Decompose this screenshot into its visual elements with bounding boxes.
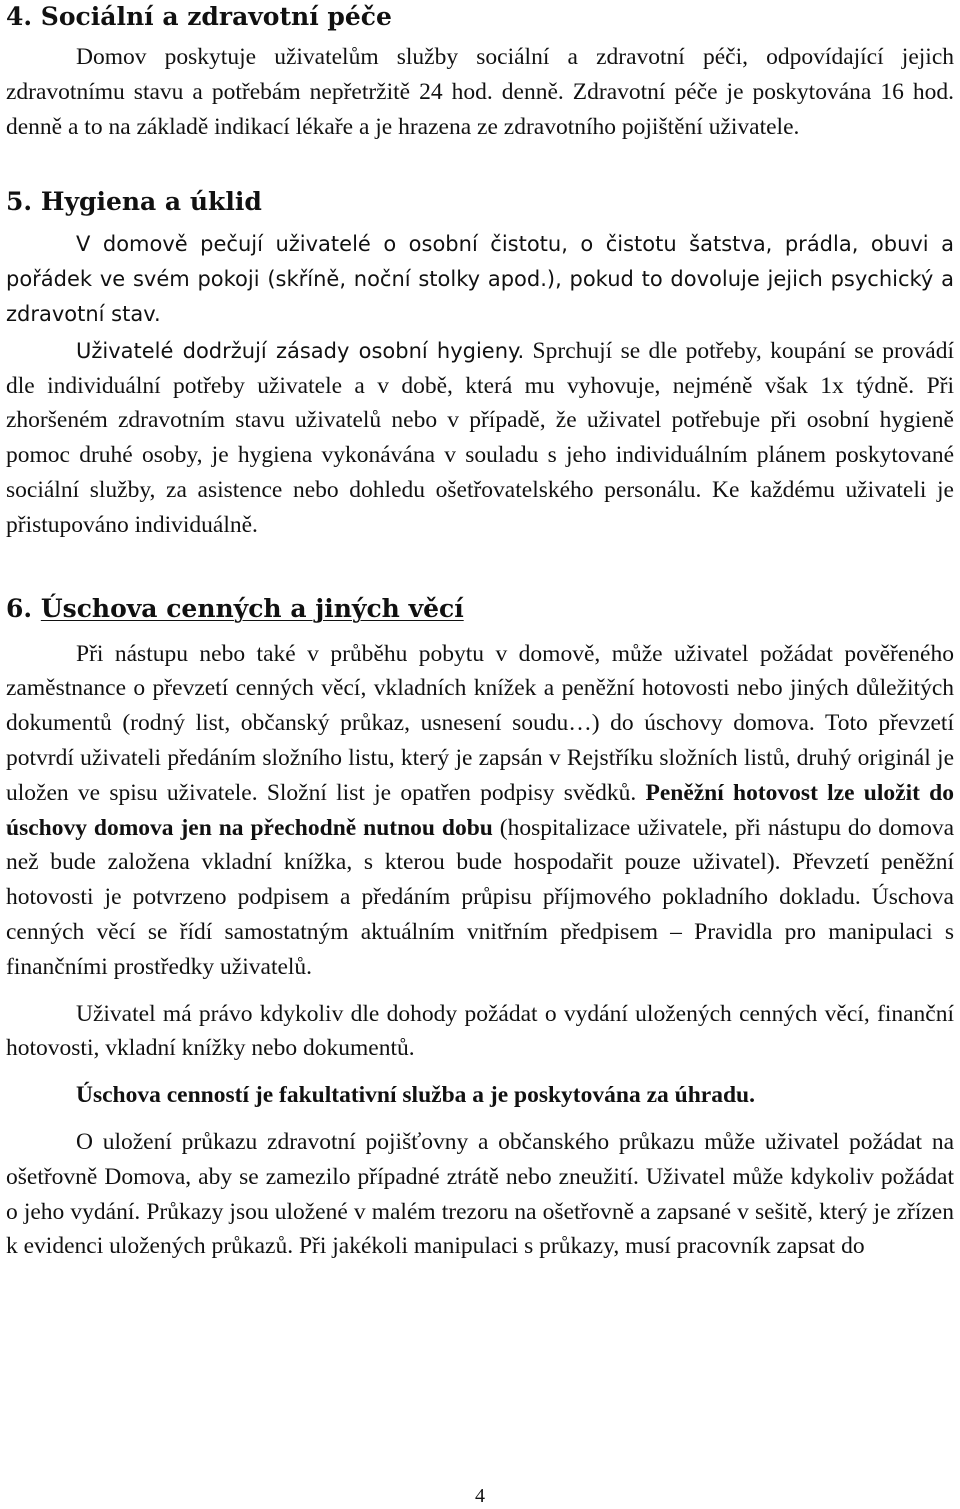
hygiene-rules-sentence: Uživatelé dodržují zásady osobní hygieny.	[76, 338, 525, 363]
section-5-title: Hygiena a úklid	[40, 187, 262, 217]
section-4-paragraph: Domov poskytuje uživatelům služby sociální a zdravotní péči, odpovídající jejich zdravotnímu stavu a potřebám nepřetržitě 24 hod. denně. Zdravotní péče je poskytována 16 hod. denně a to na základě indikací lékaře a je hrazena ze zdravotního pojištění uživatele.	[6, 44, 954, 140]
section-6-title: Úschova cenných a jiných věcí	[40, 593, 464, 623]
section-5-number: 5.	[6, 187, 33, 217]
deposit-rest: (hospitalizace uživatele, při nástupu do domova než bude založena vkladní knížka, s kterou bude hospodařit pouze uživatel). Převzetí peněžní hotovosti je potvrzeno podpisem a předáním průpisu příjmového pokladního dokladu. Úschova cenných věcí se řídí samostatným aktuálním vnitřním předpisem – Pravidla pro manipulaci s finančními prostředky uživatelů.	[6, 814, 955, 980]
section-6-paragraph-2: Uživatel má právo kdykoliv dle dohody požádat o vydání uložených cenných věcí, finanční hotovosti, vkladní knížky nebo dokumentů.	[6, 1000, 954, 1062]
deposit-text: Při nástupu nebo také v průběhu pobytu v domově, může uživatel požádat pověřeného zaměstnance o převzetí cenných věcí, vkladních knížek a peněžní hotovosti nebo jiných důležitých dokumentů (rodný list, občanský průkaz, usnesení soudu…) do úschovy domova. Toto převzetí potvrdí uživateli předáním složního listu, který je zapsán v Rejstříku složních listů, druhý originál je uložen ve spisu uživatele. Složní list je opatřen podpisy svědků.	[6, 640, 954, 806]
section-6-paragraph-3: Úschova cenností je fakultativní služba a je poskytována za úhradu.	[76, 1082, 755, 1109]
section-6-paragraph-4: O uložení průkazu zdravotní pojišťovny a občanského průkazu může uživatel požádat na ošetřovně Domova, aby se zamezilo případné ztrátě nebo zneužití. Uživatel může kdykoliv požádat o jeho vydání. Průkazy jsou uložené v malém trezoru na ošetřovně a zapsané v sešitě, který je zřízen k evidenci uložených průkazů. Při jakékoli manipulaci s průkazy, musí pracovník zapsat do	[6, 1128, 954, 1260]
document-page	[6, 0, 954, 1264]
cash-deposit-bold: Peněžní hotovost lze uložit do úschovy domova jen na přechodně nutnou dobu	[6, 779, 955, 841]
section-6-paragraph-1	[6, 637, 954, 985]
section-6-number: 6.	[6, 593, 33, 623]
shower-text: Sprchují se dle potřeby, koupání se provádí dle individuální potřeby uživatele a v době, která mu vyhovuje, nejméně však 1x týdně. Při zhoršeném zdravotním stavu uživatelů nebo v případě, že uživatel potřebuje při osobní hygieně pomoc druhé osoby, je hygiena vykonávána v souladu s jeho individuálním plánem poskytované sociální služby, za asistence nebo dohledu ošetřovatelského personálu. Ke každému uživateli je přistupováno individuálně.	[6, 337, 955, 538]
section-4-heading: 4. Sociální a zdravotní péče	[6, 2, 392, 31]
page-number: 4	[475, 1485, 485, 1507]
section-6-heading	[6, 594, 954, 626]
section-5-heading	[6, 187, 954, 217]
section-5-paragraph-2	[6, 334, 954, 543]
section-5-paragraph-1: V domově pečují uživatelé o osobní čistotu, o čistotu šatstva, prádla, obuvi a pořádek ve svém pokoji (skříně, noční stolky apod.), pokud to dovoluje jejich psychický a zdravotní stav.	[6, 232, 954, 326]
